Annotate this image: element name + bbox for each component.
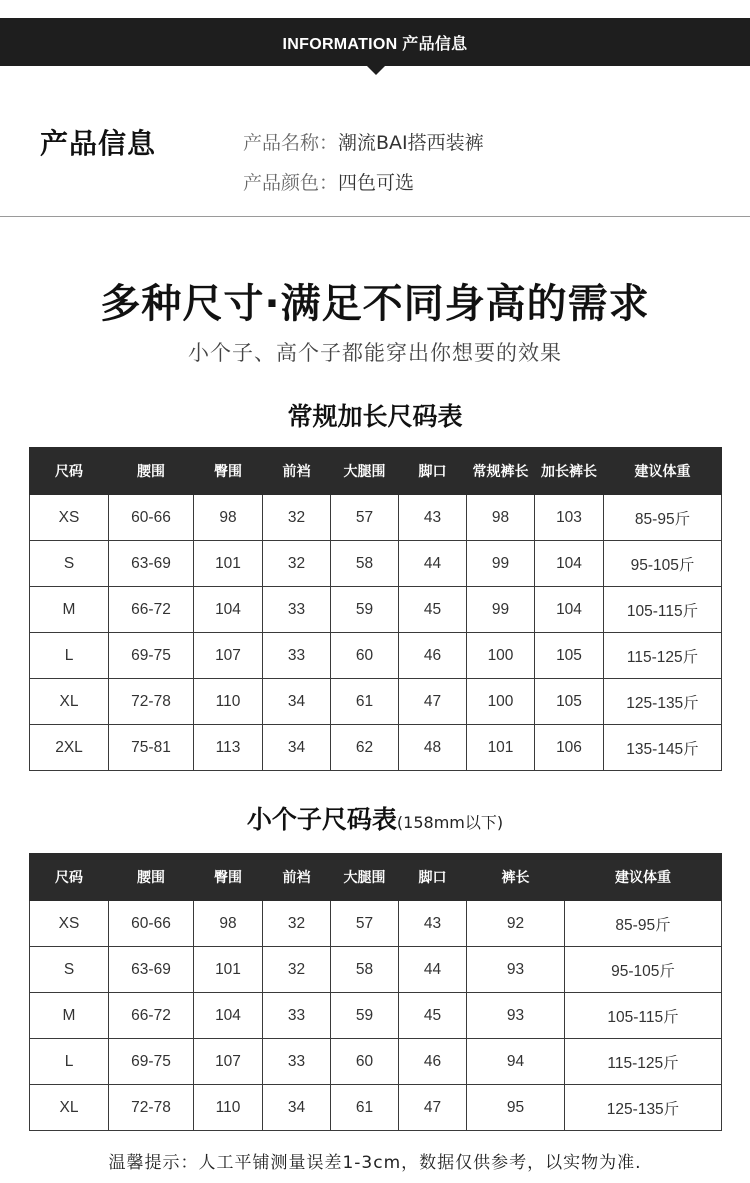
size-subline: 小个子、高个子都能穿出你想要的效果: [188, 341, 562, 365]
table-header-row: [30, 448, 722, 495]
product-name-value: 潮流BAI搭西装裤: [338, 132, 484, 154]
column-header: 脚口: [399, 448, 467, 495]
table-cell: 110: [194, 679, 263, 725]
table-cell: S: [30, 947, 109, 993]
table-cell: XL: [30, 1085, 109, 1131]
table-cell: 58: [331, 541, 399, 587]
table-cell: 60-66: [109, 901, 194, 947]
column-header: 加长裤长: [535, 448, 604, 495]
table-cell: 104: [194, 587, 263, 633]
table-row: [30, 1085, 722, 1131]
table-cell: 32: [263, 901, 331, 947]
column-header: 腰围: [109, 448, 194, 495]
table-cell: 62: [331, 725, 399, 771]
petite-size-table: [29, 853, 722, 1131]
petite-table-title-text: 小个子尺码表: [246, 805, 397, 834]
column-header: 裤长: [467, 854, 565, 901]
column-header: 前裆: [263, 854, 331, 901]
table-row: [30, 1039, 722, 1085]
table-cell: 33: [263, 993, 331, 1039]
table-cell: 98: [467, 495, 535, 541]
table-cell: 34: [263, 679, 331, 725]
table-cell: 104: [194, 993, 263, 1039]
table-cell: 105-115斤: [565, 993, 722, 1039]
table-cell: 63-69: [109, 947, 194, 993]
table-cell: 110: [194, 1085, 263, 1131]
column-header: 腰围: [109, 854, 194, 901]
table-cell: 33: [263, 1039, 331, 1085]
table-cell: 75-81: [109, 725, 194, 771]
table-cell: M: [30, 587, 109, 633]
size-headline: 多种尺寸·满足不同身高的需求: [100, 281, 650, 327]
table-cell: M: [30, 993, 109, 1039]
table-cell: XS: [30, 901, 109, 947]
table-cell: 98: [194, 495, 263, 541]
table-cell: 104: [535, 541, 604, 587]
table-cell: 93: [467, 947, 565, 993]
table-cell: 43: [399, 495, 467, 541]
table-cell: 59: [331, 587, 399, 633]
table-cell: 95: [467, 1085, 565, 1131]
table-cell: 45: [399, 587, 467, 633]
table-row: [30, 541, 722, 587]
table-cell: 104: [535, 587, 604, 633]
column-header: 脚口: [399, 854, 467, 901]
banner-title: INFORMATION 产品信息: [282, 35, 468, 53]
product-name-label: 产品名称：: [243, 132, 339, 154]
table-cell: L: [30, 633, 109, 679]
table-cell: 58: [331, 947, 399, 993]
product-name-row: [243, 128, 484, 155]
table-cell: 100: [467, 633, 535, 679]
table-cell: 105: [535, 633, 604, 679]
product-color-row: [243, 168, 414, 195]
table-cell: 99: [467, 541, 535, 587]
table-cell: 47: [399, 679, 467, 725]
table-cell: 44: [399, 947, 467, 993]
table-cell: 46: [399, 1039, 467, 1085]
petite-table-title-note: (158mm以下): [396, 813, 504, 832]
table-cell: 85-95斤: [565, 901, 722, 947]
regular-size-table-title: 常规加长尺码表: [287, 402, 463, 431]
column-header: 臀围: [194, 448, 263, 495]
table-cell: 66-72: [109, 993, 194, 1039]
table-cell: 69-75: [109, 633, 194, 679]
table-cell: 45: [399, 993, 467, 1039]
table-cell: 57: [331, 901, 399, 947]
table-cell: 93: [467, 993, 565, 1039]
banner-notch: [367, 66, 385, 75]
table-cell: 61: [331, 679, 399, 725]
table-cell: 107: [194, 633, 263, 679]
table-cell: 125-135斤: [565, 1085, 722, 1131]
table-cell: 44: [399, 541, 467, 587]
table-cell: S: [30, 541, 109, 587]
table-cell: 103: [535, 495, 604, 541]
table-cell: 125-135斤: [604, 679, 722, 725]
table-cell: XL: [30, 679, 109, 725]
table-cell: 115-125斤: [565, 1039, 722, 1085]
table-cell: 46: [399, 633, 467, 679]
table-cell: 66-72: [109, 587, 194, 633]
table-cell: 60-66: [109, 495, 194, 541]
product-info-title: 产品信息: [40, 127, 157, 160]
petite-size-table-title: [0, 800, 750, 836]
table-cell: 32: [263, 495, 331, 541]
column-header: 常规裤长: [467, 448, 535, 495]
table-cell: 60: [331, 633, 399, 679]
table-cell: 32: [263, 947, 331, 993]
measurement-note: 温馨提示：人工平铺测量误差1-3cm，数据仅供参考，以实物为准.: [108, 1153, 642, 1173]
regular-size-table: [29, 447, 722, 771]
table-cell: 72-78: [109, 1085, 194, 1131]
table-cell: 34: [263, 725, 331, 771]
table-cell: 98: [194, 901, 263, 947]
table-cell: 101: [194, 947, 263, 993]
table-row: [30, 495, 722, 541]
table-cell: 47: [399, 1085, 467, 1131]
table-cell: 113: [194, 725, 263, 771]
table-cell: 107: [194, 1039, 263, 1085]
table-row: [30, 947, 722, 993]
table-row: [30, 679, 722, 725]
table-cell: 69-75: [109, 1039, 194, 1085]
table-cell: 72-78: [109, 679, 194, 725]
table-cell: 99: [467, 587, 535, 633]
table-cell: 60: [331, 1039, 399, 1085]
table-row: [30, 993, 722, 1039]
table-row: [30, 587, 722, 633]
product-color-value: 四色可选: [338, 172, 415, 194]
column-header: 大腿围: [331, 854, 399, 901]
table-row: [30, 901, 722, 947]
table-row: [30, 725, 722, 771]
table-cell: 85-95斤: [604, 495, 722, 541]
table-cell: 101: [194, 541, 263, 587]
section-divider: [0, 216, 750, 217]
column-header: 建议体重: [604, 448, 722, 495]
column-header: 尺码: [30, 448, 109, 495]
table-cell: 57: [331, 495, 399, 541]
table-cell: 115-125斤: [604, 633, 722, 679]
column-header: 臀围: [194, 854, 263, 901]
table-cell: 101: [467, 725, 535, 771]
product-color-label: 产品颜色：: [243, 172, 339, 194]
table-cell: 63-69: [109, 541, 194, 587]
table-cell: 100: [467, 679, 535, 725]
table-cell: 48: [399, 725, 467, 771]
table-cell: 95-105斤: [604, 541, 722, 587]
table-cell: 94: [467, 1039, 565, 1085]
table-cell: 33: [263, 633, 331, 679]
table-cell: L: [30, 1039, 109, 1085]
table-cell: 59: [331, 993, 399, 1039]
table-cell: 105-115斤: [604, 587, 722, 633]
table-cell: XS: [30, 495, 109, 541]
table-cell: 43: [399, 901, 467, 947]
table-cell: 92: [467, 901, 565, 947]
column-header: 建议体重: [565, 854, 722, 901]
table-cell: 61: [331, 1085, 399, 1131]
information-banner: [0, 18, 750, 66]
table-cell: 32: [263, 541, 331, 587]
table-cell: 135-145斤: [604, 725, 722, 771]
table-cell: 33: [263, 587, 331, 633]
column-header: 前裆: [263, 448, 331, 495]
column-header: 大腿围: [331, 448, 399, 495]
table-cell: 34: [263, 1085, 331, 1131]
column-header: 尺码: [30, 854, 109, 901]
table-row: [30, 633, 722, 679]
table-cell: 95-105斤: [565, 947, 722, 993]
table-header-row: [30, 854, 722, 901]
table-cell: 106: [535, 725, 604, 771]
table-cell: 2XL: [30, 725, 109, 771]
table-cell: 105: [535, 679, 604, 725]
